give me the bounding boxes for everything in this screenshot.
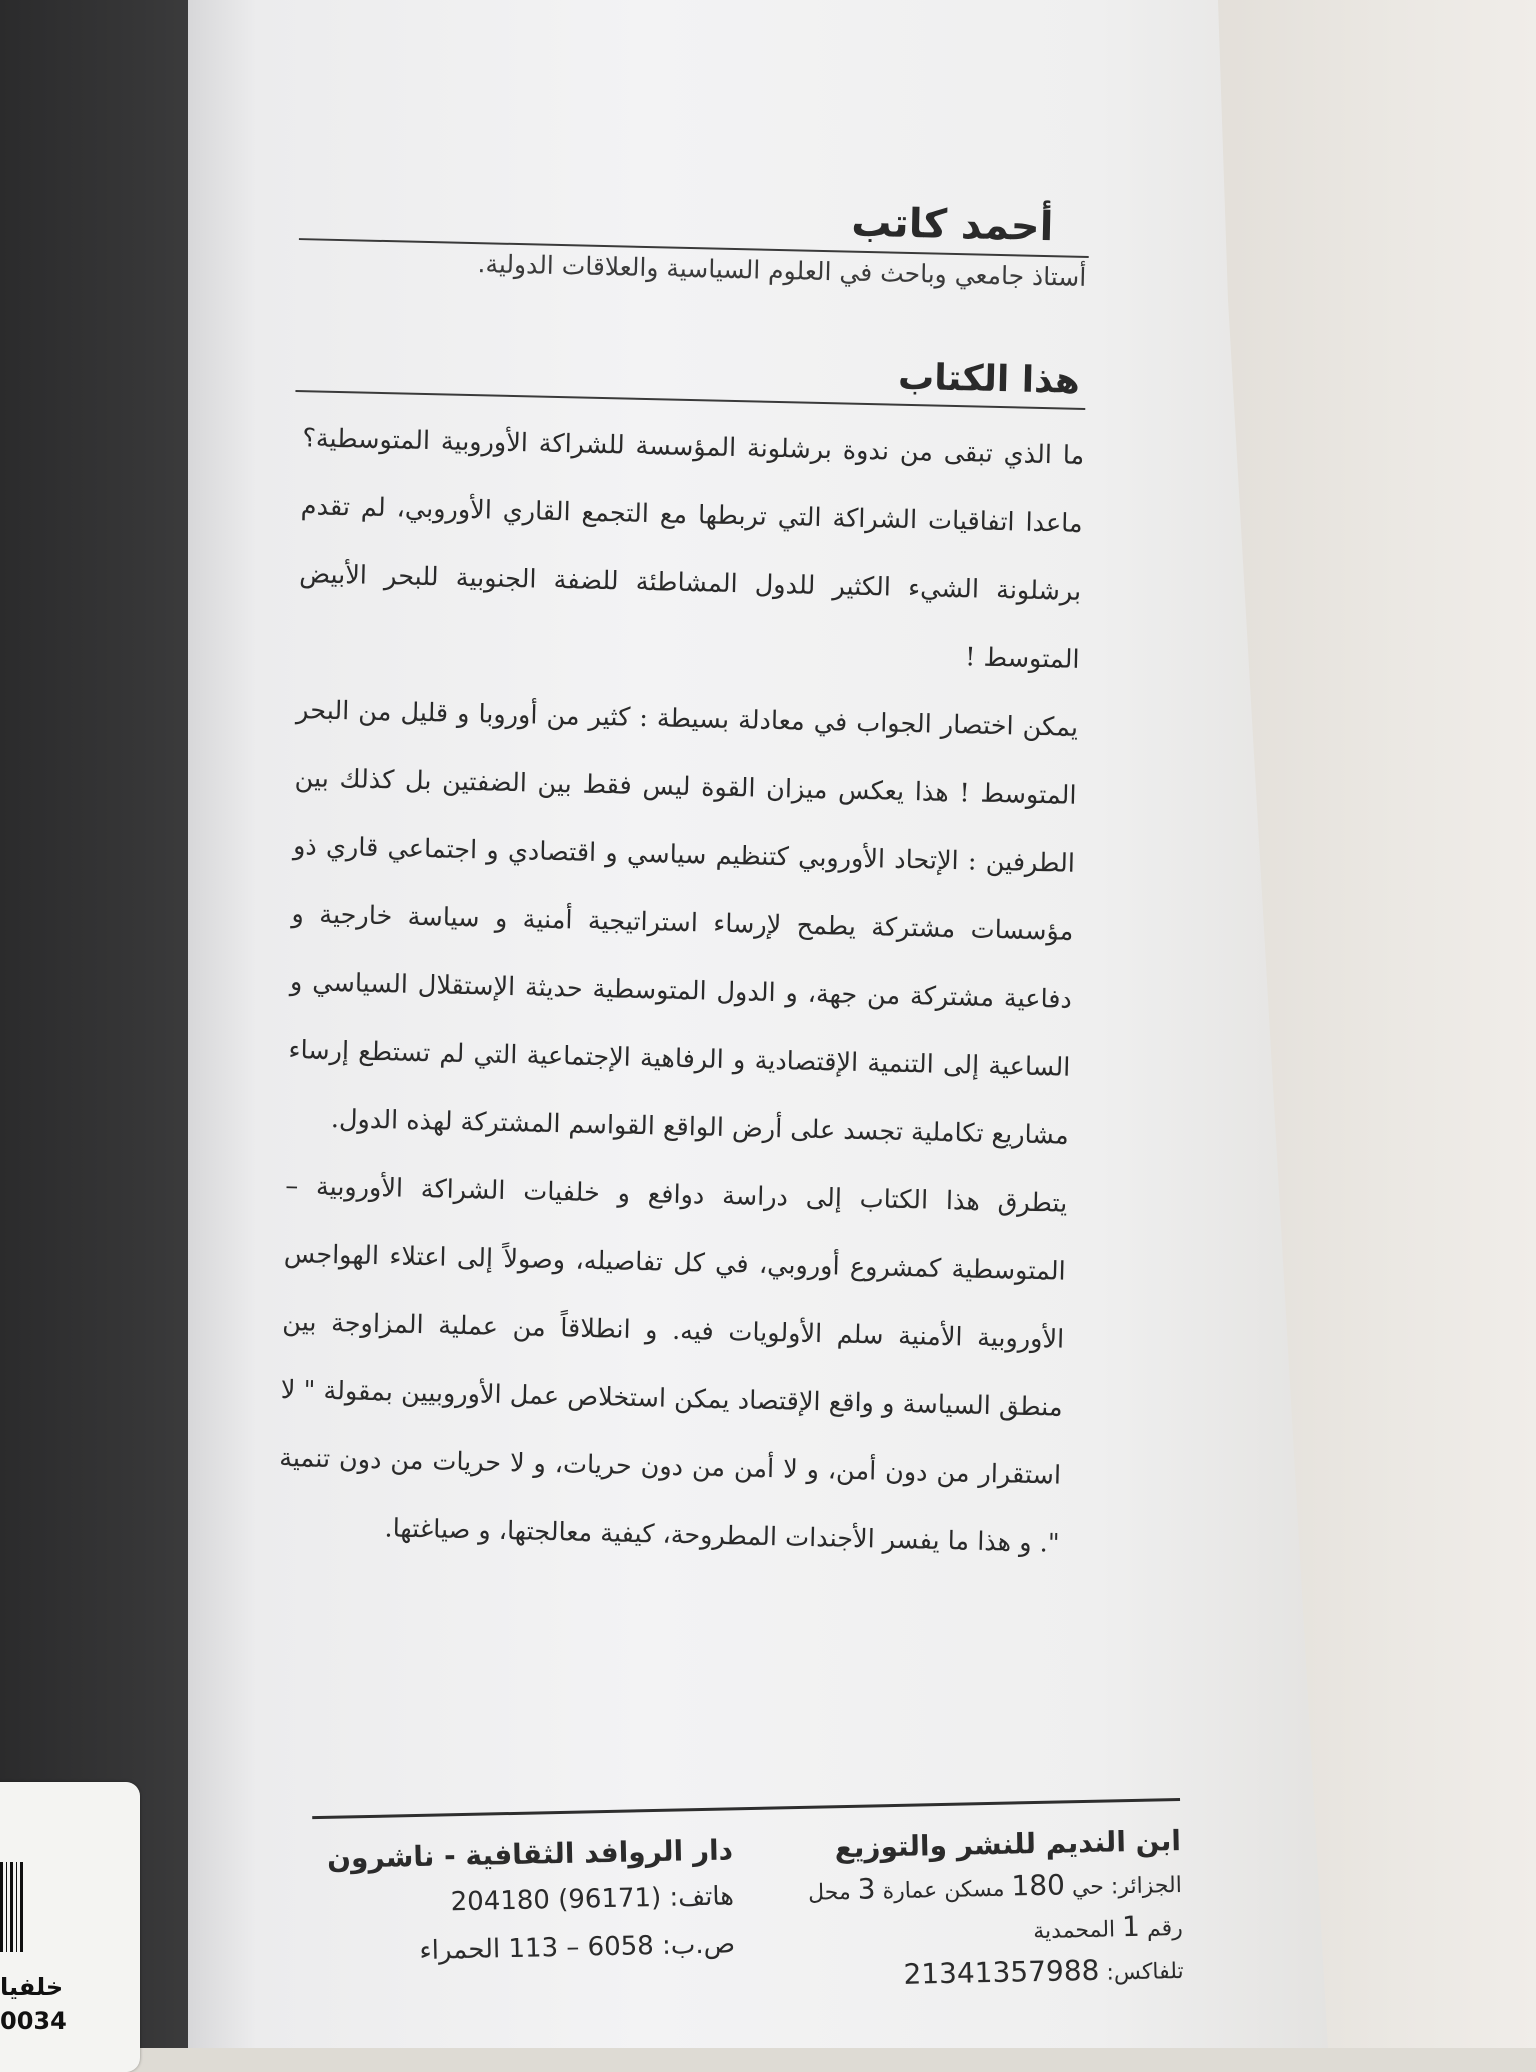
publisher-ibn-nadim (761, 1819, 1185, 2001)
author-name: أحمد كاتب (850, 199, 1054, 251)
publishers-block (312, 1798, 1184, 2010)
barcode-icon (0, 1862, 24, 1952)
publisher-2-name: دار الروافد الثقافية - ناشرون (326, 1833, 734, 1875)
publisher-1-address: الجزائر: حي 180 مسكن عمارة 3 محل (807, 1868, 1183, 1906)
publisher-1-address-line-2: رقم 1 المحمدية (1032, 1909, 1183, 1945)
dark-background-left (0, 0, 200, 2048)
publisher-1-name: ابن النديم للنشر والتوزيع (834, 1823, 1182, 1865)
author-bio: أستاذ جامعي وباحث في العلوم السياسية والعلاقات الدولية. (477, 249, 1087, 292)
book-description (269, 404, 1085, 1578)
sticker-label: خلفيا 0034 (0, 1973, 67, 2035)
publisher-1-fax: تلفاكس: 21341357988 (903, 1953, 1184, 1991)
library-barcode-sticker (0, 1782, 140, 2072)
cover-text-block (269, 182, 1090, 1578)
paragraph-1: ما الذي تبقى من ندوة برشلونة المؤسسة للشراكة الأوروبية المتوسطية؟ ماعدا اتفاقيات الشراكة التي تربطها مع التجمع القاري الأوروبي، لم تقدم برشلونة الشيء الكثير للدول المشاطئة للضفة الجنوبية للبحر الأبيض المتوسط ! (298, 423, 1085, 675)
paragraph-2: يمكن اختصار الجواب في معادلة بسيطة : كثير من أوروبا و قليل من البحر المتوسط ! هذا يعكس ميزان القوة ليس فقط بين الضفتين بل كذلك بين الطرفين : الإتحاد الأوروبي كتنظيم سياسي و اقتصادي و اجتماعي قاري ذو مؤسسات مشتركة يطمح لإرساء استراتيجية أمنية و سياسة خارجية و دفاعية مشتركة من جهة، و الدول المتوسطية حديثة الإستقلال السياسي و الساعية إلى التنمية الإقتصادية و الرفاهية الإجتماعية التي لم تستطع إرساء مشاريع تكاملية تجسد على أرض الواقع القواسم المشتركة لهذه الدول. (288, 695, 1079, 1151)
publisher-2-pobox: ص.ب: 6058 – 113 الحمراء (419, 1929, 736, 1966)
paragraph-3: يتطرق هذا الكتاب إلى دراسة دوافع و خلفيات الشراكة الأوروبية – المتوسطية كمشروع أوروبي، في كل تفاصيله، وصولاً إلى اعتلاء الهواجس الأوروبية الأمنية سلم الأولويات فيه. و انطلاقاً من عملية المزاوجة بين منطق السياسة و واقع الإقتصاد يمكن استخلاص عمل الأوروبيين بمقولة " لا استقرار من دون أمن، و لا أمن من دون حريات، و لا حريات من دون تنمية ". و هذا ما يفسر الأجندات المطروحة، كيفية معالجتها، و صياغتها. (278, 1171, 1068, 1559)
publisher-2-phone: هاتف: 204180 (96171) (450, 1881, 735, 1918)
publisher-rawafed (313, 1828, 737, 2010)
section-title: هذا الكتاب (897, 356, 1081, 402)
